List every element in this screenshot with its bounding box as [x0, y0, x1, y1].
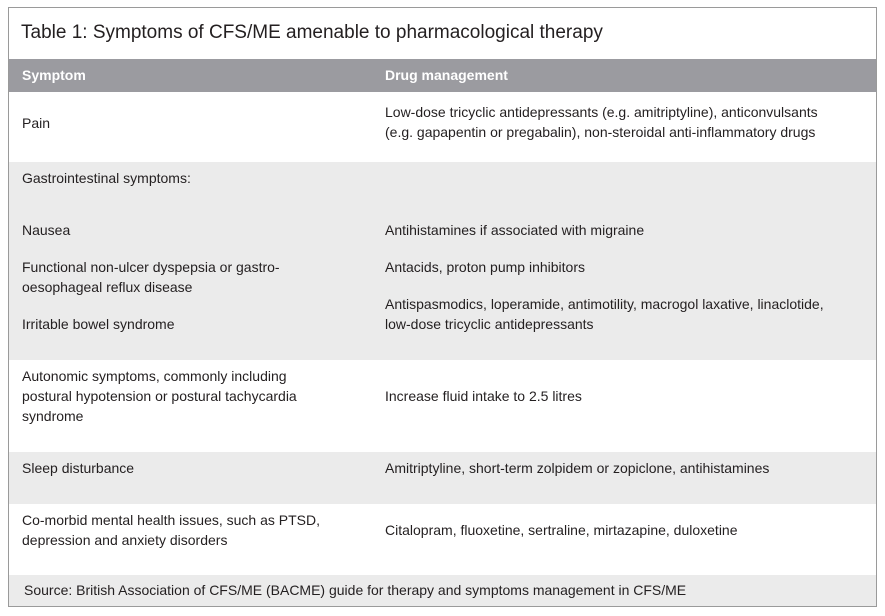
table-row-pain	[9, 92, 876, 162]
table-row-sleep	[9, 452, 876, 504]
symptom-line: postural hypotension or postural tachycardia	[22, 388, 297, 404]
drug-line: Antispasmodics, loperamide, antimotility, macrogol laxative, linaclotide,	[385, 296, 824, 312]
drug-cell	[385, 386, 582, 406]
drug-cell	[385, 458, 769, 478]
symptom-line: Functional non-ulcer dyspepsia or gastro-	[22, 259, 280, 275]
drug-line: (e.g. gapapentin or pregabalin), non-steroidal anti-inflammatory drugs	[385, 124, 816, 140]
symptom-line: Sleep disturbance	[22, 460, 135, 476]
symptom-line: Pain	[22, 115, 51, 131]
symptom-line: Nausea	[22, 222, 71, 238]
header-symptom: Symptom	[22, 67, 86, 83]
symptom-cell	[22, 458, 134, 478]
drug-line: Citalopram, fluoxetine, sertraline, mirtazapine, duloxetine	[385, 522, 738, 538]
symptom-line: Co-morbid mental health issues, such as PTSD,	[22, 512, 321, 528]
drug-line: Antihistamines if associated with migraine	[385, 222, 645, 238]
symptom-line: oesophageal reflux disease	[22, 279, 193, 295]
drug-cell	[385, 520, 738, 540]
table-row-mental-health	[9, 504, 876, 575]
symptom-cell	[22, 220, 70, 240]
table-frame	[8, 7, 877, 607]
symptom-cell	[22, 113, 50, 133]
symptom-line: depression and anxiety disorders	[22, 532, 228, 548]
drug-cell	[385, 102, 818, 142]
symptom-cell	[22, 314, 175, 334]
drug-line: Amitriptyline, short-term zolpidem or zopiclone, antihistamines	[385, 460, 770, 476]
source-text: Source: British Association of CFS/ME (BACME) guide for therapy and symptoms management in CFS/ME	[24, 582, 687, 598]
drug-cell	[385, 257, 585, 277]
symptom-line: syndrome	[22, 408, 84, 424]
symptom-line: Autonomic symptoms, commonly including	[22, 368, 287, 384]
drug-cell	[385, 294, 824, 334]
drug-line: low-dose tricyclic antidepressants	[385, 316, 594, 332]
symptom-cell	[22, 366, 297, 426]
table-row-gastrointestinal	[9, 162, 876, 360]
symptom-cell	[22, 510, 320, 550]
table-row-autonomic	[9, 360, 876, 452]
symptom-line: Irritable bowel syndrome	[22, 316, 175, 332]
table-header	[9, 59, 876, 92]
drug-cell	[385, 220, 644, 240]
header-drug-management: Drug management	[385, 67, 508, 83]
symptom-cell	[22, 257, 280, 297]
table-title: Table 1: Symptoms of CFS/ME amenable to pharmacological therapy	[21, 22, 603, 43]
drug-line: Antacids, proton pump inhibitors	[385, 259, 585, 275]
group-label: Gastrointestinal symptoms:	[22, 170, 191, 186]
drug-line: Low-dose tricyclic antidepressants (e.g. amitriptyline), anticonvulsants	[385, 104, 818, 120]
drug-line: Increase fluid intake to 2.5 litres	[385, 388, 582, 404]
table-source-note	[9, 575, 876, 606]
